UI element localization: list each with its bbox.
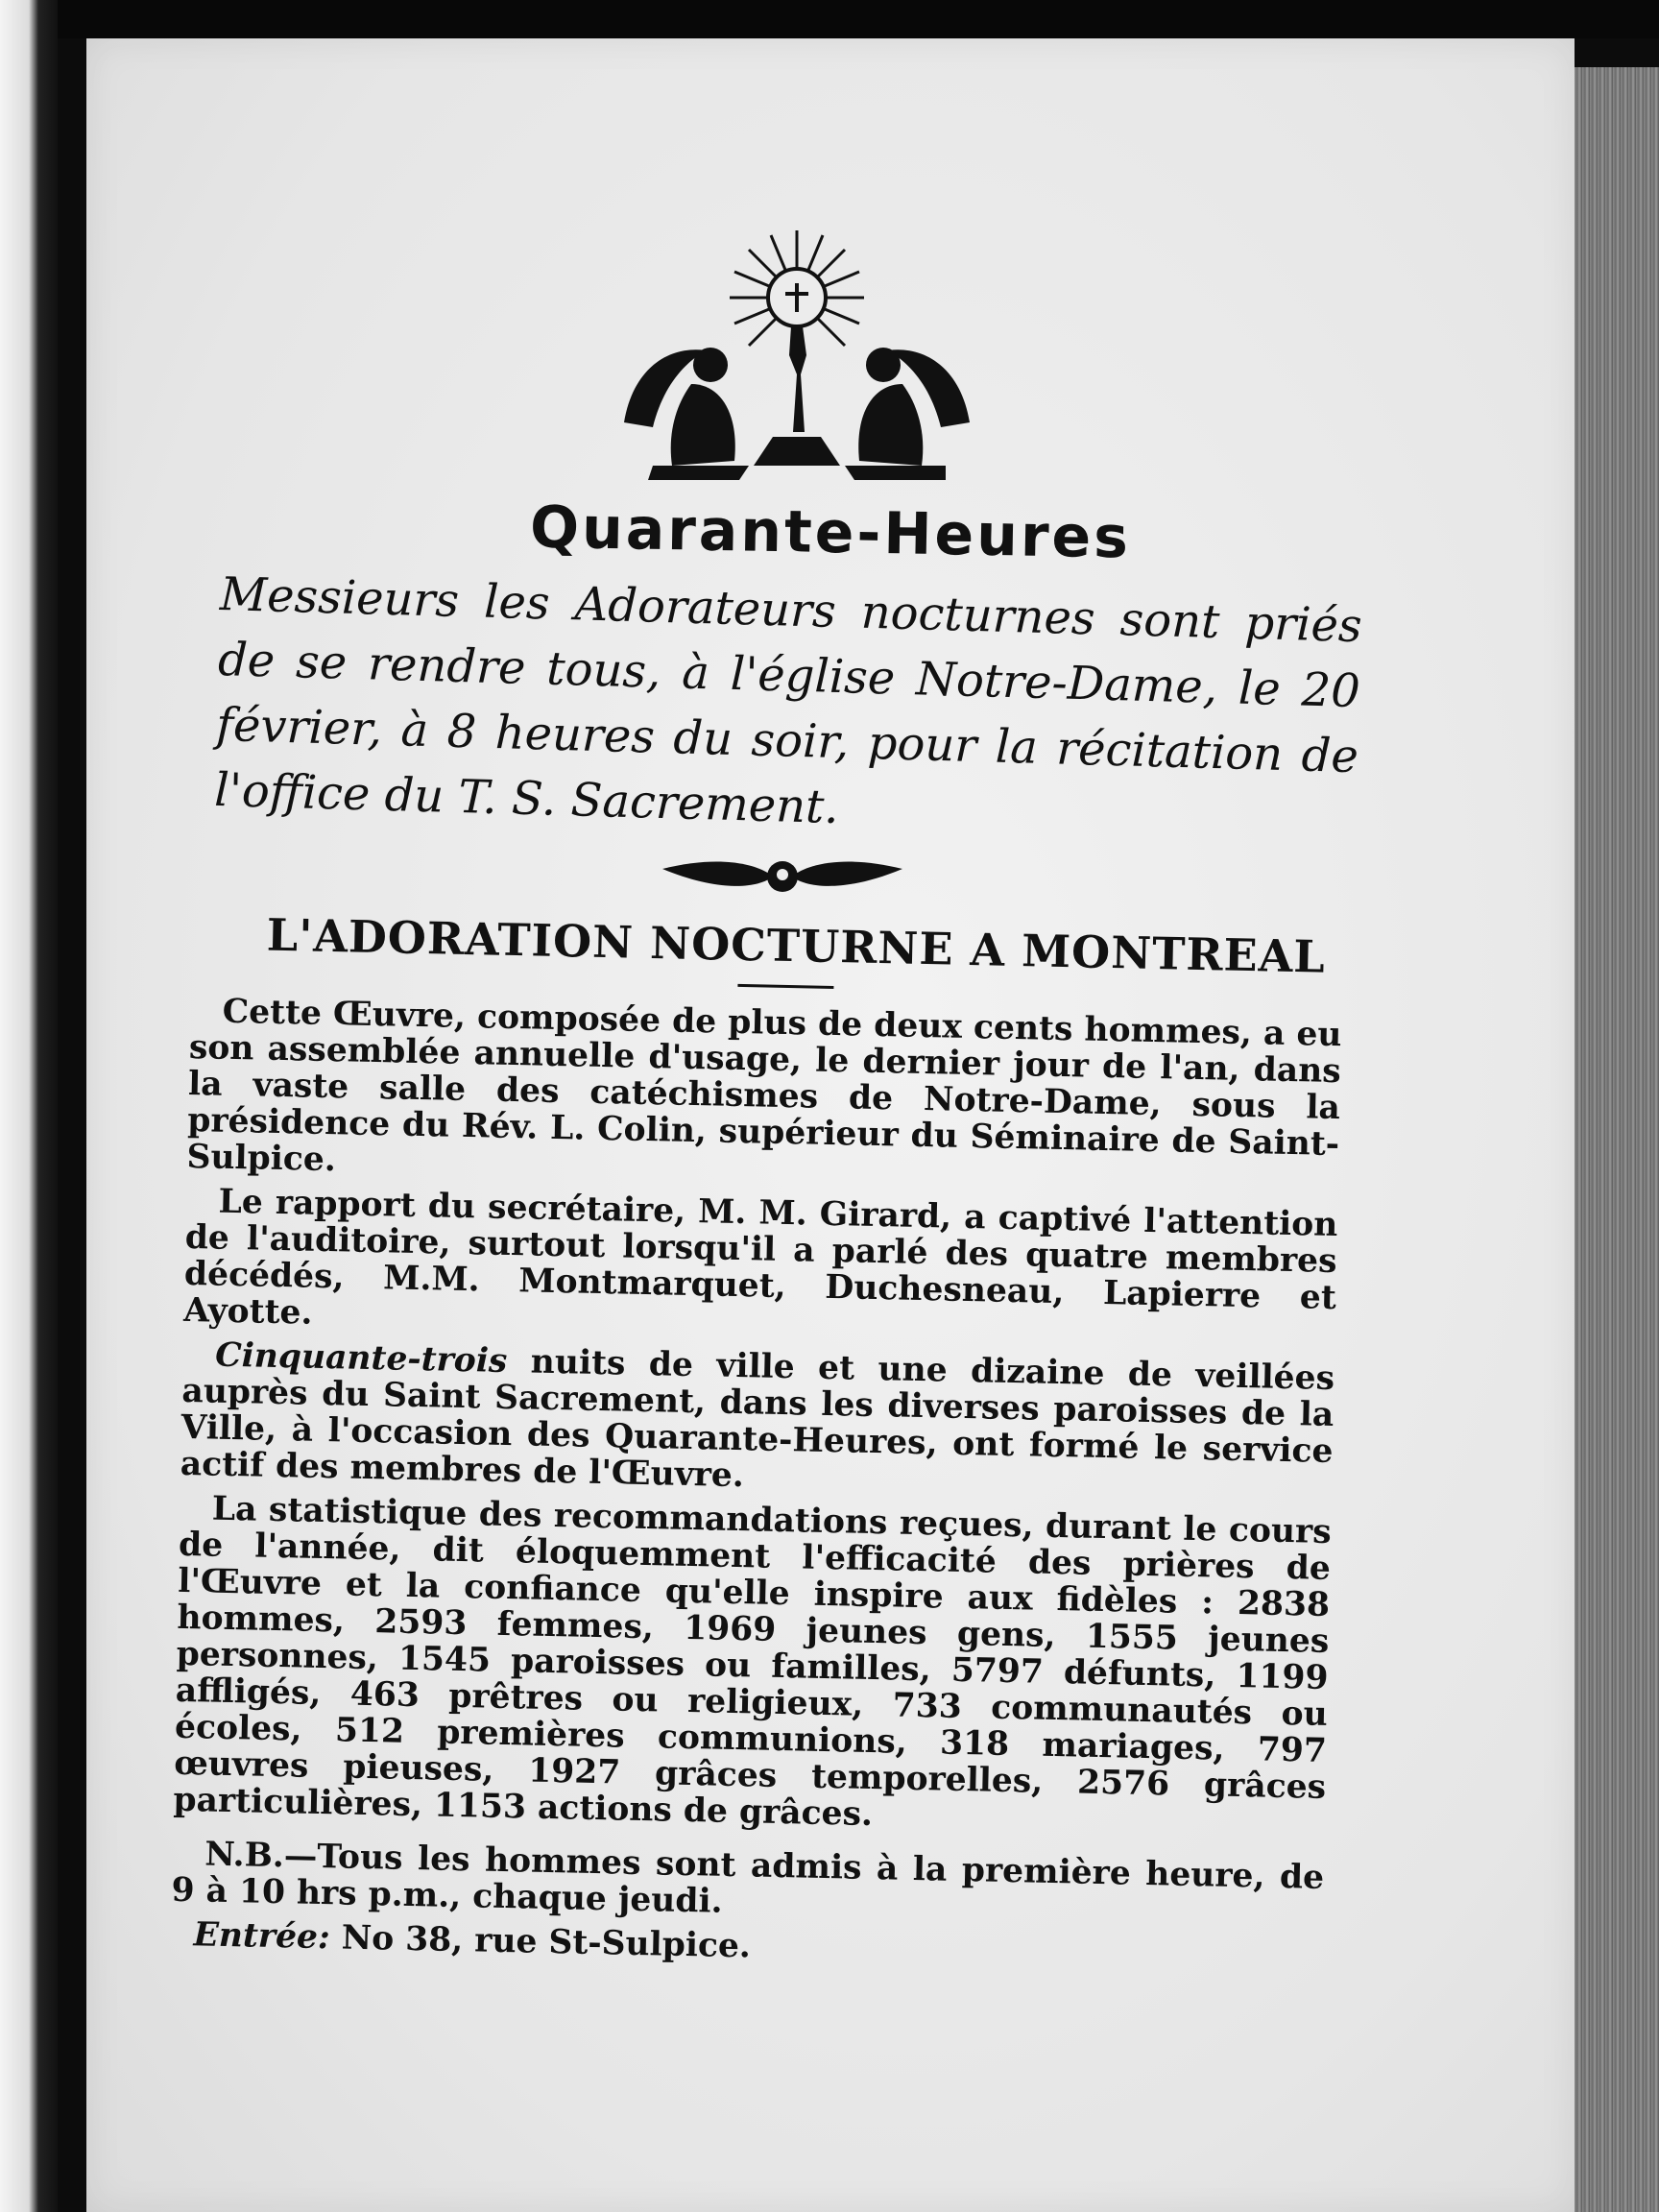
heading-rule	[737, 984, 833, 989]
article-heading: L'ADORATION NOCTURNE A MONTREAL	[266, 908, 1327, 983]
entree-label: Entrée:	[193, 1915, 331, 1958]
paragraph-statistique: La statistique des recommandations reçues, durant le cours de l'année, dit éloquemment l'efficacité des prières de l'Œuvre et la confiance qu'elle inspire aux fidèles : 2838 hommes, 2593 femmes, 1969 jeunes gens, 1555 jeunes personnes, 1545 paroisses ou familles, 5797 défunts, 1199 affligés, 463 prêtres ou religieux, 733 communautés ou écoles, 512 premières communions, 318 mariages, 797 œuvres pieuses, 1927 grâces temporelles, 2576 grâces particulières, 1153 actions de grâces.	[173, 1489, 1333, 1835]
winged-ornament-icon	[662, 850, 902, 907]
paragraph-nuits	[180, 1336, 1334, 1506]
left-angel-icon	[624, 348, 749, 480]
scan-left-border	[0, 0, 58, 2212]
nuits-text: nuits de ville et une dizaine de veillées auprès du Saint Sacrement, dans les diverses paroisses de la Ville, à l'occasion des Quarante-Heures, ont formé le service actif des membres de l'Œuvre.	[180, 1341, 1335, 1496]
book-page-edges	[1575, 67, 1659, 2212]
quarante-heures-title: Quarante-Heures	[529, 493, 1132, 572]
cinquante-trois-lead: Cinquante-trois	[214, 1335, 508, 1381]
scan-top-border	[0, 0, 1659, 38]
adorateurs-notice: Messieurs les Adorateurs nocturnes sont priés de se rendre tous, à l'église Notre-Dame, le 20 février, à 8 heures du soir, pour la récitation de l'office du T. S. Sacrement.	[213, 566, 1363, 835]
paragraph-assemblee: Cette Œuvre, composée de plus de deux cents hommes, a eu son assemblée annuelle d'usage, le dernier jour de l'an, dans la vaste salle des catéchismes de Notre-Dame, sous la présidence du Rév. L. Colin, supérieur du Séminaire de Saint-Sulpice.	[186, 992, 1342, 1180]
entree-address: No 38, rue St-Sulpice.	[329, 1918, 752, 1966]
monstrance-angels-emblem	[614, 230, 979, 499]
right-angel-icon	[845, 348, 970, 480]
article-section	[170, 907, 1344, 1977]
nb-note: N.B.—Tous les hommes sont admis à la première heure, de 9 à 10 hrs p.m., chaque jeudi.	[171, 1835, 1325, 1921]
monstrance-icon	[730, 230, 864, 466]
paragraph-rapport: Le rapport du secrétaire, M. M. Girard, a captivé l'attention de l'auditoire, surtout lorsqu'il a parlé des quatre membres décédés, M.M. Montmarquet, Duchesneau, Lapierre et Ayotte.	[182, 1182, 1338, 1333]
